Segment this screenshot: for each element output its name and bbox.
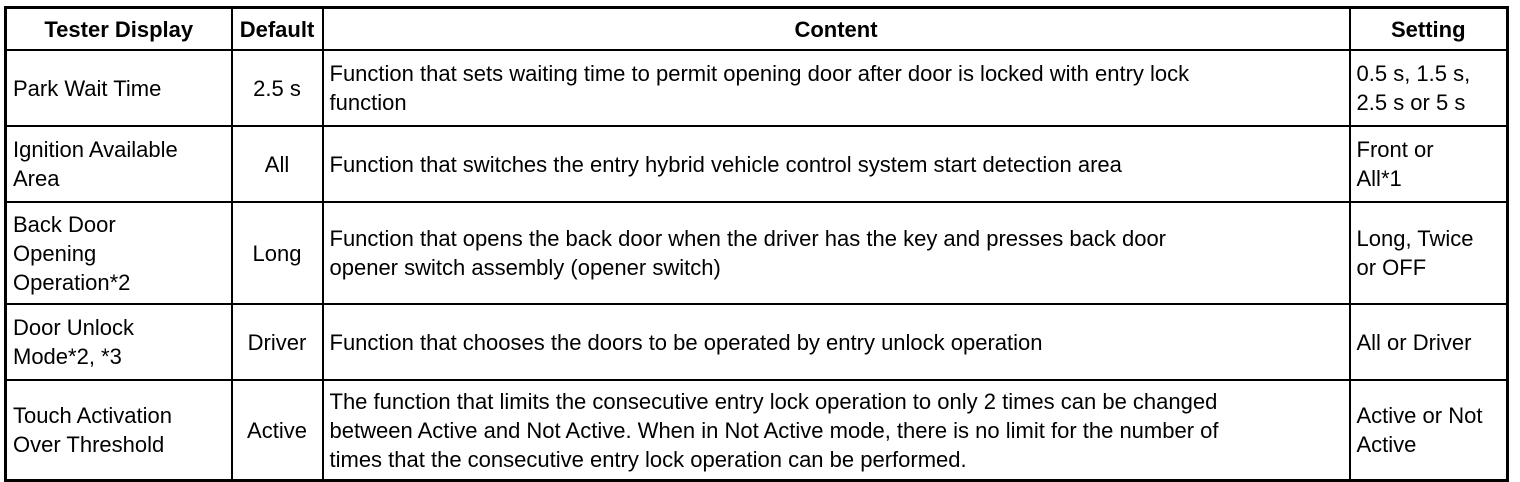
- cell-tester-display: Door Unlock Mode*2, *3: [6, 304, 232, 380]
- cell-default: All: [232, 126, 323, 202]
- cell-content: Function that opens the back door when the driver has the key and presses back door opener switch assembly (opener switch): [323, 202, 1350, 304]
- table-row: [6, 380, 1508, 481]
- cell-tester-display: Touch Activation Over Threshold: [6, 380, 232, 481]
- table-row: [6, 304, 1508, 380]
- cell-setting: Active or Not Active: [1350, 380, 1508, 481]
- cell-default: Active: [232, 380, 323, 481]
- cell-content: The function that limits the consecutive entry lock operation to only 2 times can be changed between Active and Not Active. When in Not Active mode, there is no limit for the number of times that the consecutive entry lock operation can be performed.: [323, 380, 1350, 481]
- header-content: Content: [323, 8, 1350, 51]
- cell-setting: 0.5 s, 1.5 s, 2.5 s or 5 s: [1350, 50, 1508, 126]
- table-row: [6, 50, 1508, 126]
- cell-tester-display: Ignition Available Area: [6, 126, 232, 202]
- cell-content: Function that chooses the doors to be operated by entry unlock operation: [323, 304, 1350, 380]
- settings-table-container: [4, 6, 1506, 482]
- cell-setting: All or Driver: [1350, 304, 1508, 380]
- cell-content: Function that switches the entry hybrid vehicle control system start detection area: [323, 126, 1350, 202]
- cell-setting: Long, Twice or OFF: [1350, 202, 1508, 304]
- cell-default: 2.5 s: [232, 50, 323, 126]
- cell-setting: Front or All*1: [1350, 126, 1508, 202]
- header-tester-display: Tester Display: [6, 8, 232, 51]
- table-row: [6, 202, 1508, 304]
- cell-tester-display: Back Door Opening Operation*2: [6, 202, 232, 304]
- header-setting: Setting: [1350, 8, 1508, 51]
- cell-default: Long: [232, 202, 323, 304]
- cell-content: Function that sets waiting time to permit opening door after door is locked with entry lock function: [323, 50, 1350, 126]
- table-row: [6, 126, 1508, 202]
- customize-settings-table: [4, 6, 1509, 482]
- table-header-row: [6, 8, 1508, 51]
- cell-tester-display: Park Wait Time: [6, 50, 232, 126]
- cell-default: Driver: [232, 304, 323, 380]
- header-default: Default: [232, 8, 323, 51]
